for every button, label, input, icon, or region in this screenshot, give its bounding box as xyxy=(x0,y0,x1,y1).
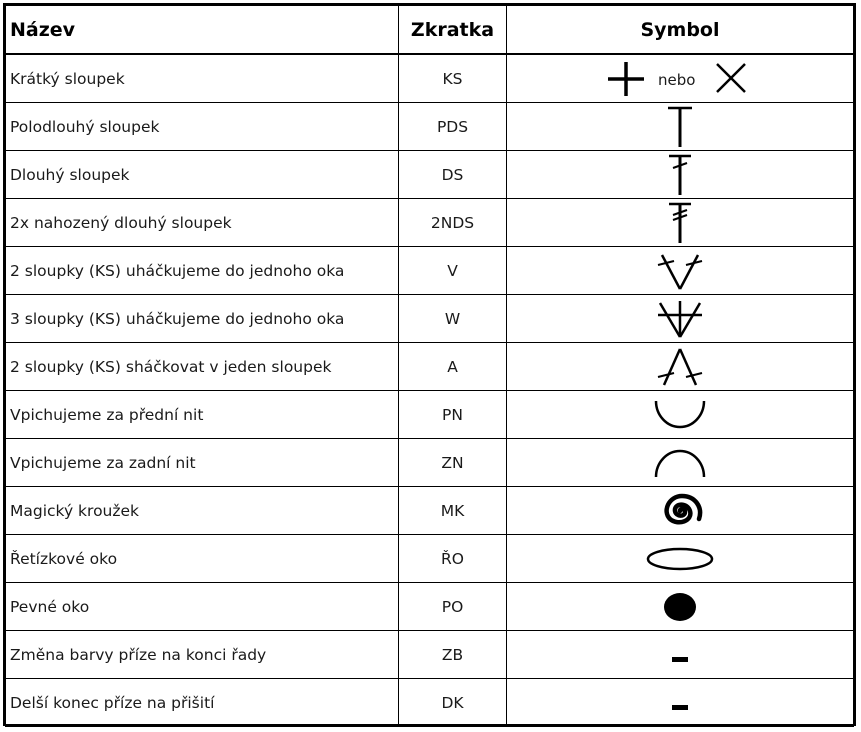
row-name: 2 sloupky (KS) sháčkovat v jeden sloupek xyxy=(6,343,399,391)
row-abbr: PDS xyxy=(399,103,507,151)
dash-icon xyxy=(665,693,695,713)
row-name: Delší konec příze na přišití xyxy=(6,679,399,727)
filled-dot-icon xyxy=(660,589,700,625)
row-abbr: PN xyxy=(399,391,507,439)
row-name: Magický kroužek xyxy=(6,487,399,535)
header-symbol: Symbol xyxy=(507,6,854,55)
a-decrease-icon xyxy=(652,345,708,389)
row-abbr: DK xyxy=(399,679,507,727)
row-name: 2 sloupky (KS) uháčkujeme do jednoho oka xyxy=(6,247,399,295)
t-stitch-icon xyxy=(660,105,700,149)
back-loop-arc-icon xyxy=(650,443,710,483)
row-name: Dlouhý sloupek xyxy=(6,151,399,199)
row-abbr: 2NDS xyxy=(399,199,507,247)
stitch-legend-table-frame xyxy=(3,3,856,726)
row-abbr: ZN xyxy=(399,439,507,487)
row-abbr: V xyxy=(399,247,507,295)
row-name: Pevné oko xyxy=(6,583,399,631)
table-row xyxy=(6,583,854,631)
table-row xyxy=(6,631,854,679)
row-abbr: A xyxy=(399,343,507,391)
table-row xyxy=(6,679,854,727)
row-abbr: ŘO xyxy=(399,535,507,583)
row-name: Změna barvy příze na konci řady xyxy=(6,631,399,679)
row-abbr: MK xyxy=(399,487,507,535)
row-abbr: DS xyxy=(399,151,507,199)
t-two-bar-icon xyxy=(660,201,700,245)
spiral-icon xyxy=(652,489,708,533)
dash-icon xyxy=(665,645,695,665)
row-abbr: PO xyxy=(399,583,507,631)
table-row xyxy=(6,54,854,103)
table-row xyxy=(6,295,854,343)
table-row xyxy=(6,535,854,583)
oval-icon xyxy=(644,544,716,574)
table-row xyxy=(6,199,854,247)
row-name: 3 sloupky (KS) uháčkujeme do jednoho oka xyxy=(6,295,399,343)
cross-or-x-icon xyxy=(600,59,760,99)
header-name: Název xyxy=(6,6,399,55)
row-abbr: KS xyxy=(399,54,507,103)
table-row xyxy=(6,487,854,535)
front-loop-arc-icon xyxy=(650,395,710,435)
table-row xyxy=(6,343,854,391)
t-one-bar-icon xyxy=(660,153,700,197)
row-name: Vpichujeme za přední nit xyxy=(6,391,399,439)
row-name: Polodlouhý sloupek xyxy=(6,103,399,151)
table-row xyxy=(6,103,854,151)
row-name: Řetízkové oko xyxy=(6,535,399,583)
v-increase-icon xyxy=(652,249,708,293)
row-abbr: W xyxy=(399,295,507,343)
table-row xyxy=(6,391,854,439)
table-row xyxy=(6,151,854,199)
row-abbr: ZB xyxy=(399,631,507,679)
table-row xyxy=(6,439,854,487)
symbol-alt-word: nebo xyxy=(658,70,696,89)
w-increase-icon xyxy=(650,297,710,341)
table-row xyxy=(6,247,854,295)
header-abbr: Zkratka xyxy=(399,6,507,55)
row-name: Krátký sloupek xyxy=(6,54,399,103)
header-row xyxy=(6,6,854,55)
row-name: Vpichujeme za zadní nit xyxy=(6,439,399,487)
row-name: 2x nahozený dlouhý sloupek xyxy=(6,199,399,247)
stitch-legend-table xyxy=(5,5,854,727)
